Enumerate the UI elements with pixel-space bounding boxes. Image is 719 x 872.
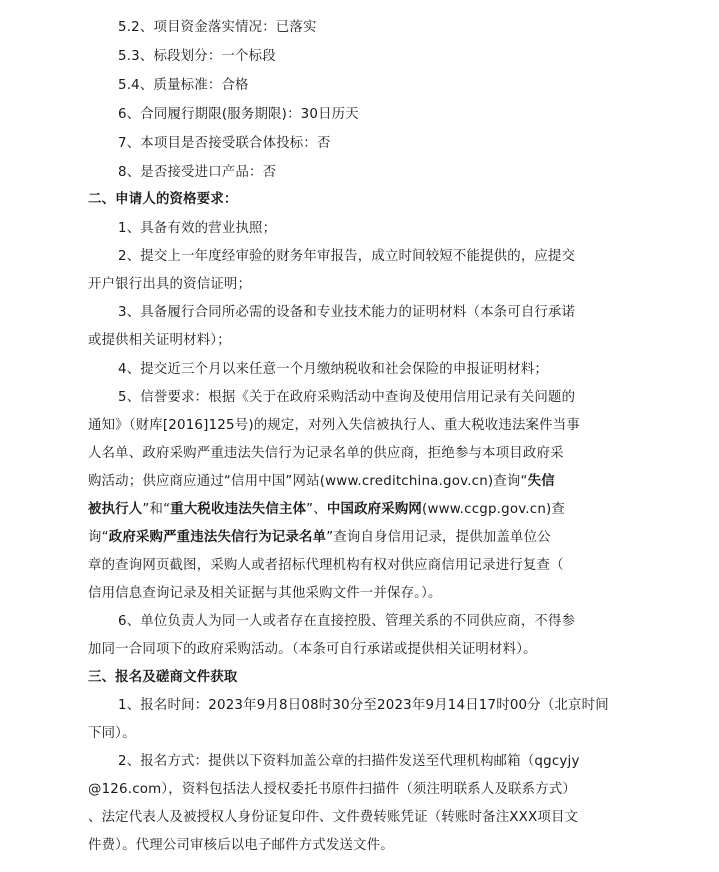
reg-2-line-1: 2、报名方式：提供以下资料加盖公章的扫描件发送至代理机构邮箱（qgcyjy — [118, 754, 580, 769]
req-3-line-1: 3、具备履行合同所必需的设备和专业技术能力的证明材料（本条可自行承诺 — [118, 305, 576, 320]
reg-2-line-4: 件费）。代理公司审核后以电子邮件方式发送文件。 — [88, 838, 394, 853]
item-8: 8、是否接受进口产品：否 — [118, 165, 277, 180]
req-5-line-5-text-a: ”和“ — [142, 502, 171, 517]
reg-2-line-2: @126.com），资料包括法人授权委托书原件扫描件（须注明联系人及联系方式） — [88, 782, 577, 797]
item-7: 7、本项目是否接受联合体投标：否 — [118, 136, 331, 151]
req-4: 4、提交近三个月以来任意一个月缴纳税收和社会保险的申报证明材料； — [118, 362, 549, 377]
req-5-line-4 — [88, 473, 555, 491]
section-heading-3: 三、报名及磋商文件获取 — [88, 670, 238, 685]
item-5-4: 5.4、质量标准：合格 — [118, 78, 249, 93]
emph-ccgp-name: 中国政府采购网 — [326, 502, 423, 517]
req-5-line-5 — [88, 501, 565, 519]
item-6: 6、合同履行期限(服务期限)：30日历天 — [118, 107, 359, 122]
req-5-line-1: 5、信誉要求：根据《关于在政府采购活动中查询及使用信用记录有关问题的 — [118, 390, 576, 405]
section-heading-2: 二、申请人的资格要求： — [88, 192, 238, 207]
reg-1-line-2: 下同）。 — [88, 726, 136, 741]
req-5-line-7: 章的查询网页截图，采购人或者招标代理机构有权对供应商信用记录进行复查（ — [88, 558, 564, 573]
req-2-line-2: 开户银行出具的资信证明； — [88, 277, 252, 292]
req-5-line-3: 人名单、政府采购严重违法失信行为记录名单的供应商，拒绝参与本项目政府采 — [88, 446, 564, 461]
emph-shixin: 失信 — [527, 474, 555, 489]
req-5-line-6-text-a: 询“ — [88, 530, 109, 545]
emph-serious-violation-list: 政府采购严重违法失信行为记录名单 — [108, 530, 327, 545]
req-5-line-4-text: 购活动；供应商应通过“信用中国”网站(www.creditchina.gov.cn)查询“ — [88, 474, 528, 489]
reg-2-line-3: 、法定代表人及被授权人身份证复印件、文件费转账凭证（转账时备注XXX项目文 — [88, 810, 579, 825]
req-5-line-2: 通知》（财库[2016]125号)的规定，对列入失信被执行人、重大税收违法案件当事 — [88, 418, 580, 433]
emph-bei-zhixing-ren: 被执行人 — [88, 502, 143, 517]
req-1: 1、具备有效的营业执照； — [118, 221, 277, 236]
reg-1-line-1: 1、报名时间：2023年9月8日08时30分至2023年9月14日17时00分（北京时间 — [118, 698, 609, 713]
req-2-line-1: 2、提交上一年度经审验的财务年审报告，成立时间较短不能提供的，应提交 — [118, 249, 576, 264]
req-5-line-5-text-c: (www.ccgp.gov.cn)查 — [422, 502, 566, 517]
req-5-line-6 — [88, 529, 551, 547]
req-6-line-2: 加同一合同项下的政府采购活动。（本条可自行承诺或提供相关证明材料）。 — [88, 642, 537, 657]
req-5-line-6-text-b: ”查询自身信用记录，提供加盖单位公 — [326, 530, 551, 545]
emph-tax-violation-subject: 重大税收违法失信主体 — [170, 502, 307, 517]
req-6-line-1: 6、单位负责人为同一人或者存在直接控股、管理关系的不同供应商，不得参 — [118, 614, 576, 629]
req-5-line-5-text-b: ”、 — [306, 502, 327, 517]
req-5-line-8: 信用信息查询记录及相关证据与其他采购文件一并保存。）。 — [88, 586, 442, 601]
item-5-3: 5.3、标段划分：一个标段 — [118, 49, 276, 64]
req-3-line-2: 或提供相关证明材料）； — [88, 333, 231, 348]
item-5-2: 5.2、项目资金落实情况：已落实 — [118, 20, 317, 35]
